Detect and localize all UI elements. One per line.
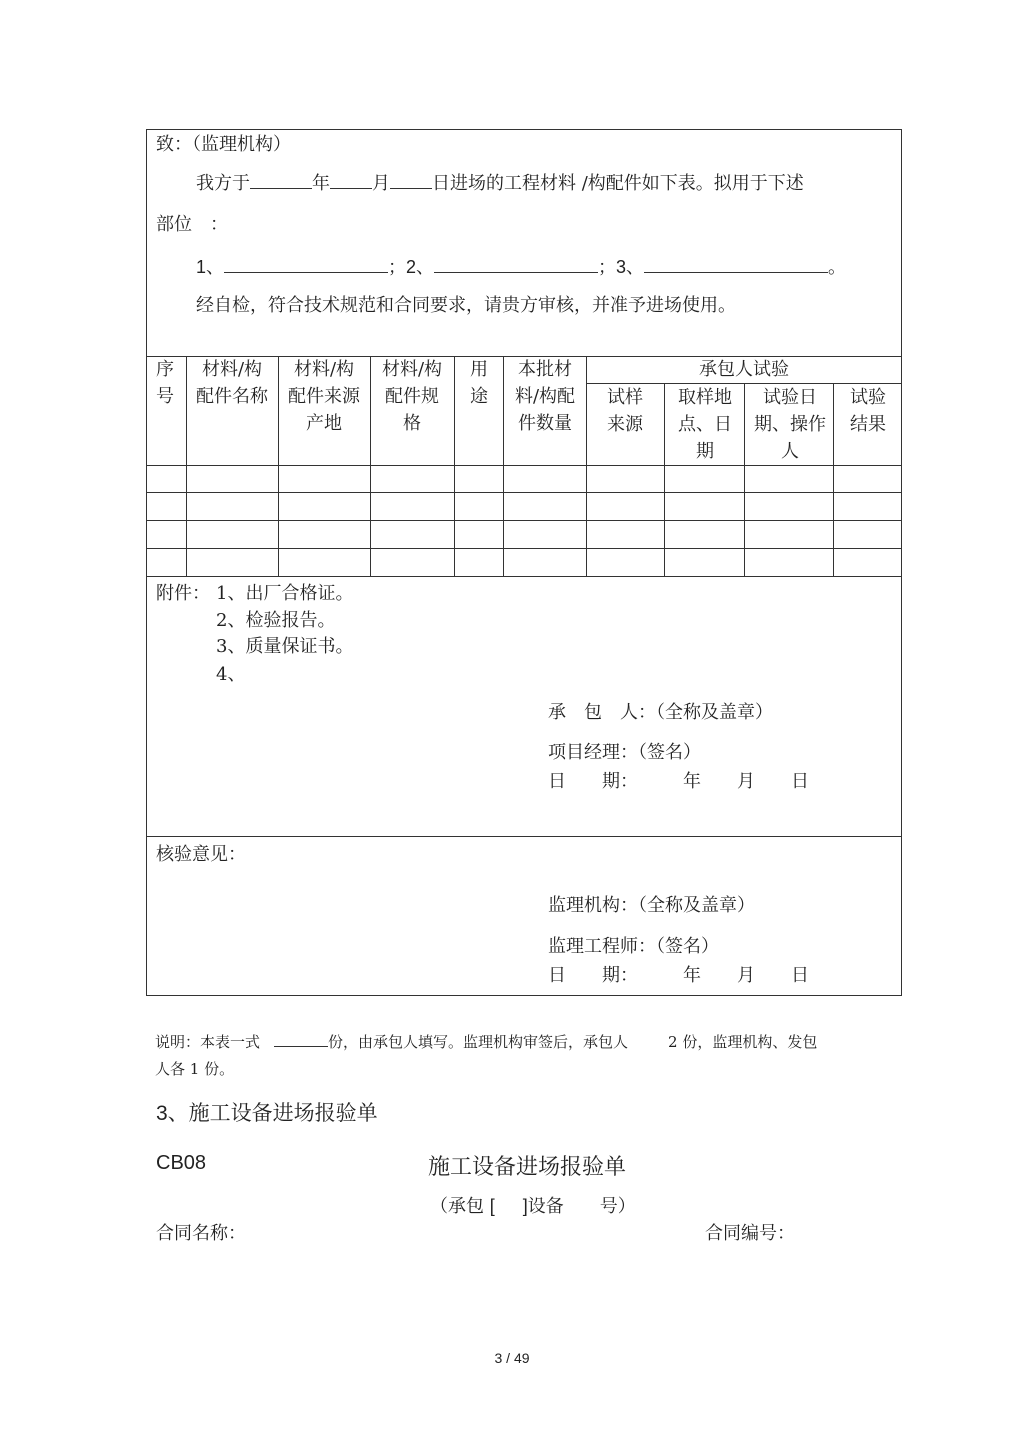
attachments-label: 附件： (156, 583, 210, 604)
contract-no-label: 合同编号： (705, 1223, 795, 1244)
item1-blank[interactable] (224, 254, 388, 273)
attachment-item: 4、 (216, 664, 246, 685)
table-row-line (146, 492, 902, 493)
header-qty: 本批材料/构配件数量 (514, 359, 576, 434)
self-check-line: 经自检，符合技术规范和合同要求，请贵方审核，并准予进场使用。 (196, 295, 736, 316)
header-test-date: 试验日期、操作人 (754, 387, 826, 462)
to-line: 致：（监理机构） (156, 134, 291, 155)
items-line: 1、 ；2、 ；3、 。 (196, 253, 846, 279)
col-line (664, 383, 665, 576)
col-line (586, 356, 587, 576)
header-use: 用途 (470, 359, 488, 407)
col-line (744, 383, 745, 576)
item3-blank[interactable] (644, 254, 828, 273)
copies-blank[interactable] (274, 1031, 328, 1047)
item2-blank[interactable] (434, 254, 598, 273)
parts-line: 部位 ： (156, 214, 228, 235)
col-line (278, 356, 279, 576)
contract-name-label: 合同名称： (156, 1223, 246, 1244)
day-blank[interactable] (390, 170, 432, 189)
col-line (503, 356, 504, 576)
note-line-2: 人各 1 份。 (155, 1060, 235, 1078)
table-row-line (146, 548, 902, 549)
header-no: 序号 (156, 359, 174, 407)
table-row-line (146, 520, 902, 521)
header-spec: 材料/构配件规格 (381, 359, 443, 434)
table-bottom-line (146, 576, 902, 577)
col-line (833, 383, 834, 576)
col-line (370, 356, 371, 576)
col-line (186, 356, 187, 576)
intro-line: 我方于 年 月 日进场的工程材料 /构配件如下表。拟用于下述 (196, 169, 804, 195)
attachment-item: 3、质量保证书。 (216, 636, 354, 657)
contractor-date: 日 期： 年 月 日 (548, 771, 809, 792)
header-result: 试验结果 (850, 387, 886, 435)
header-sampling: 取样地点、日期 (678, 387, 732, 462)
header-test-group: 承包人试验 (699, 359, 789, 380)
attachment-item: 1、出厂合格证。 (216, 583, 354, 604)
header-origin: 材料/构配件来源产地 (288, 359, 360, 434)
form-subtitle: （承包 [ ]设备 号） (430, 1196, 636, 1217)
review-top-line (146, 836, 902, 837)
year-blank[interactable] (250, 170, 312, 189)
review-engineer: 监理工程师：（签名） (548, 936, 719, 957)
header-sample-source: 试样来源 (607, 387, 643, 435)
col-line (454, 356, 455, 576)
page-number: 3 / 49 (494, 1350, 530, 1366)
review-agency: 监理机构：（全称及盖章） (548, 895, 755, 916)
form-code: CB08 (156, 1152, 207, 1174)
review-label: 核验意见： (156, 844, 246, 865)
contractor-name: 承 包 人：（全称及盖章） (548, 702, 773, 723)
form-title: 施工设备进场报验单 (428, 1155, 627, 1180)
table-header-bottom (146, 465, 902, 466)
attachment-item: 2、检验报告。 (216, 610, 336, 631)
month-blank[interactable] (330, 170, 372, 189)
section-title: 3、施工设备进场报验单 (156, 1102, 378, 1125)
header-name: 材料/构配件名称 (196, 359, 268, 407)
review-date: 日 期： 年 月 日 (548, 965, 809, 986)
note-line-1: 说明：本表一式 份，由承包人填写。监理机构审签后，承包人 2 份，监理机构、发包 (155, 1033, 818, 1051)
contractor-manager: 项目经理：（签名） (548, 742, 701, 763)
